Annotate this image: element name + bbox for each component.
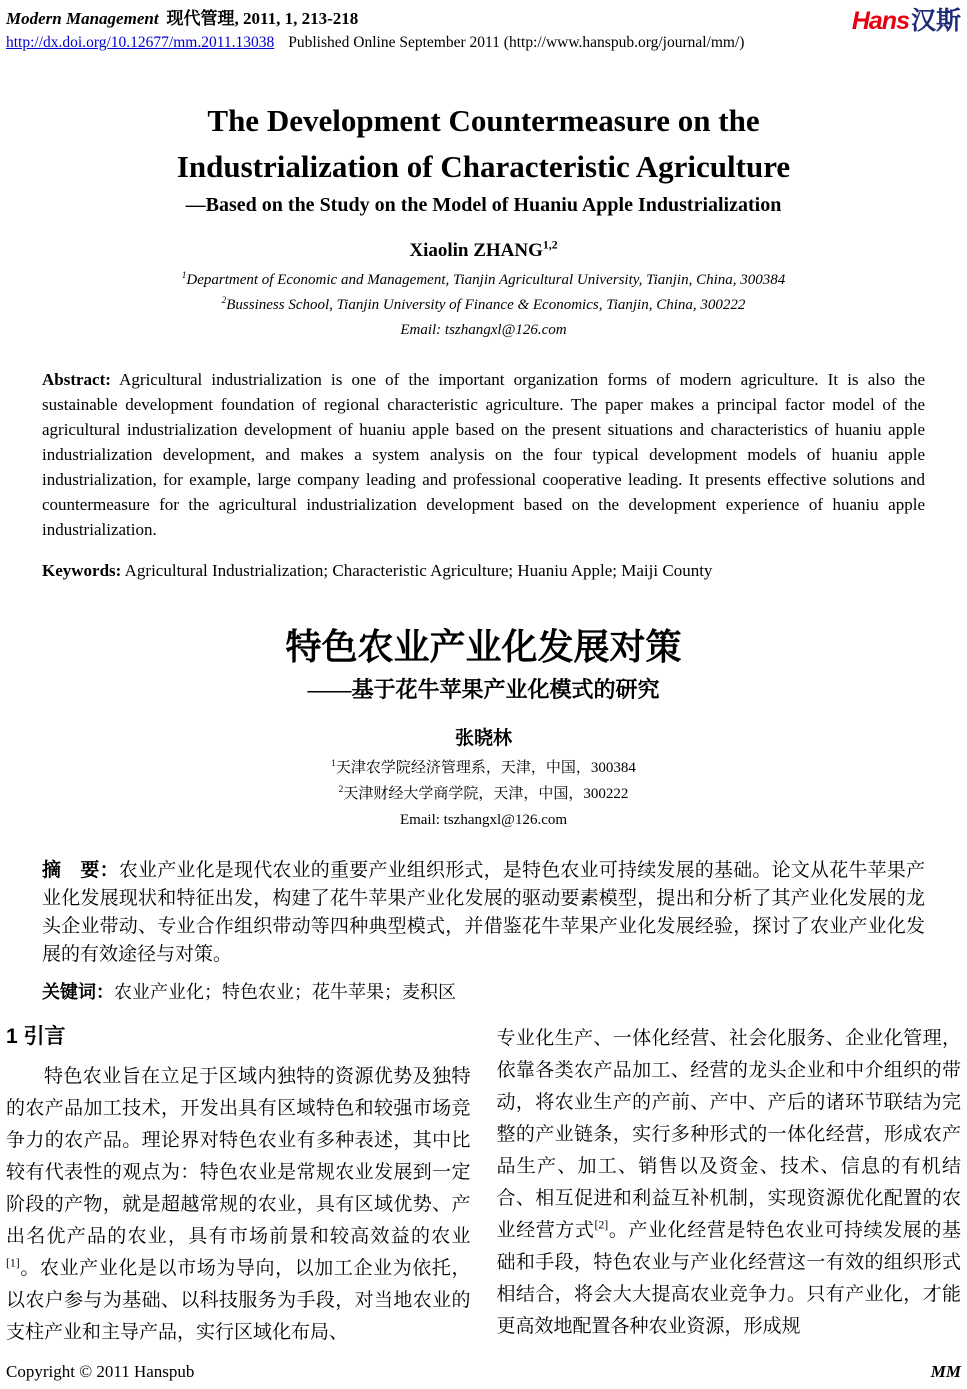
page-footer [6, 1362, 961, 1382]
hans-publisher-logo [852, 9, 961, 34]
affiliation-2 [6, 293, 961, 318]
affiliation-1-superscript: 1 [181, 271, 187, 281]
chinese-affiliation-2-superscript: 2 [338, 785, 344, 795]
author-line [6, 239, 961, 263]
copyright-notice: Copyright © 2011 Hanspub [6, 1362, 195, 1381]
doi-line [6, 33, 744, 52]
reference-2-marker: [2] [594, 1218, 609, 1232]
reference-1-marker: [1] [6, 1256, 20, 1270]
left-column-text-continued: 。农业产业化是以市场为导向，以加工企业为依托，以农户参与为基础、以科技服务为手段，对当地农业的支柱产业和主导产品，实行区域化布局、 [6, 1258, 471, 1343]
chinese-abstract-text: 农业产业化是现代农业的重要产业组织形式，是特色农业可持续发展的基础。论文从花牛苹果产业化发展现状和特征出发，构建了花牛苹果产业化发展的驱动要素模型，提出和分析了其产业化发展的龙头企业带动、专业合作组织带动等四种典型模式，并借鉴花牛苹果产业化发展经验，探讨了农业产业化发展的有效途径与对策。 [42, 860, 925, 965]
doi-link[interactable]: http://dx.doi.org/10.12677/mm.2011.13038 [6, 34, 275, 51]
right-column-text-continued: 。产业化经营是特色农业可持续发展的基础和手段，特色农业与产业化经营这一有效的组织形式相结合，将会大大提高农业竞争力。只有产业化，才能更高效地配置各种农业资源，形成规 [496, 1220, 961, 1337]
affiliations-block [6, 268, 961, 343]
chinese-title: 特色农业产业化发展对策 [285, 626, 682, 667]
journal-title-chinese: 现代管理, 2011, 1, 213-218 [166, 9, 359, 28]
left-column [6, 1023, 471, 1349]
paper-subtitle: —Based on the Study on the Model of Huaniu Apple Industrialization [185, 194, 782, 216]
chinese-affiliation-1-text: 天津农学院经济管理系，天津，中国，300384 [335, 760, 636, 776]
chinese-keywords-paragraph [42, 979, 925, 1005]
chinese-affiliation-2-text: 天津财经大学商学院，天津，中国，300222 [343, 786, 629, 802]
published-note: Published Online September 2011 (http://www.hanspub.org/journal/mm/) [288, 34, 745, 51]
journal-header [6, 8, 961, 52]
author-email: Email: tszhangxl@126.com [400, 322, 567, 338]
chinese-author-name: 张晓林 [454, 728, 512, 749]
keywords-label: Keywords: [42, 561, 122, 580]
journal-header-left [6, 8, 744, 52]
affiliation-1 [6, 268, 961, 293]
chinese-affiliation-2 [6, 781, 961, 807]
chinese-affiliations-block [6, 755, 961, 833]
paper-title-line2: Industrialization of Characteristic Agriculture [176, 149, 791, 184]
hans-logo-hanzi: 汉斯 [910, 7, 961, 35]
abstract-paragraph [42, 367, 925, 542]
author-affiliation-superscript: 1,2 [542, 238, 558, 252]
affiliation-2-superscript: 2 [221, 296, 227, 306]
journal-citation-line [6, 8, 744, 29]
left-column-text: 特色农业旨在立足于区域内独特的资源优势及独特的农产品加工技术，开发出具有区域特色和较强市场竞争力的农产品。理论界对特色农业有多种表述，其中比较有代表性的观点为：特色农业是常规农业发展到一定阶段的产物，就是超越常规的农业，具有区域优势、产出名优产品的农业，具有市场前景和较高效益的农业 [6, 1066, 471, 1247]
journal-abbreviation: MM [930, 1362, 961, 1381]
chinese-affiliation-1-superscript: 1 [331, 759, 336, 769]
chinese-subtitle: ——基于花牛苹果产业化模式的研究 [307, 677, 660, 702]
paper-title-line1: The Development Countermeasure on the [207, 103, 760, 138]
paper-title [6, 98, 961, 190]
section-1-heading: 1 引言 [6, 1025, 66, 1048]
right-column [497, 1023, 962, 1349]
body-columns [6, 1023, 961, 1349]
chinese-keywords-text: 农业产业化；特色农业；花牛苹果；麦积区 [114, 982, 456, 1002]
chinese-author-email: Email: tszhangxl@126.com [399, 812, 568, 828]
keywords-text: Agricultural Industrialization; Characteristic Agriculture; Huaniu Apple; Maiji County [121, 561, 713, 580]
affiliation-1-text: Department of Economic and Management, Tianjin Agricultural University, Tianjin, China, 300384 [186, 272, 786, 288]
abstract-label: Abstract: [42, 370, 111, 389]
chinese-affiliation-1 [6, 755, 961, 781]
right-column-text: 专业化生产、一体化经营、社会化服务、企业化管理，依靠各类农产品加工、经营的龙头企业和中介组织的带动，将农业生产的产前、产中、产后的诸环节联结为完整的产业链条，实行多种形式的一体化经营，形成农产品生产、加工、销售以及资金、技术、信息的有机结合、相互促进和利益互补机制，实现资源优化配置的农业经营方式 [496, 1028, 961, 1241]
introduction-paragraph-right [497, 1023, 962, 1343]
author-name: Xiaolin ZHANG [409, 240, 543, 261]
affiliation-2-text: Bussiness School, Tianjin University of Finance & Economics, Tianjin, China, 300222 [226, 297, 746, 313]
chinese-keywords-label: 关键词： [42, 982, 114, 1002]
journal-title-english: Modern Management [6, 9, 159, 28]
introduction-paragraph-left [6, 1061, 471, 1349]
chinese-abstract-paragraph [42, 857, 925, 969]
hans-logo-latin: Hans [851, 7, 909, 35]
chinese-abstract-label: 摘 要： [42, 860, 119, 881]
abstract-text: Agricultural industrialization is one of the important organization forms of modern agriculture. It is also the sustainable development foundation of regional characteristic agriculture. The paper makes a principal factor model of the agricultural industrialization development of huaniu apple based on the present situations and characteristics of huaniu apple industrialization development, and makes a system analysis on the four typical development models of huaniu apple industrialization, for example, large company leading and professional cooperative leading. It presents effective solutions and countermeasure for the agricultural industrialization development based on the development experience of huaniu apple industrialization. [42, 370, 925, 539]
keywords-paragraph [42, 558, 925, 583]
